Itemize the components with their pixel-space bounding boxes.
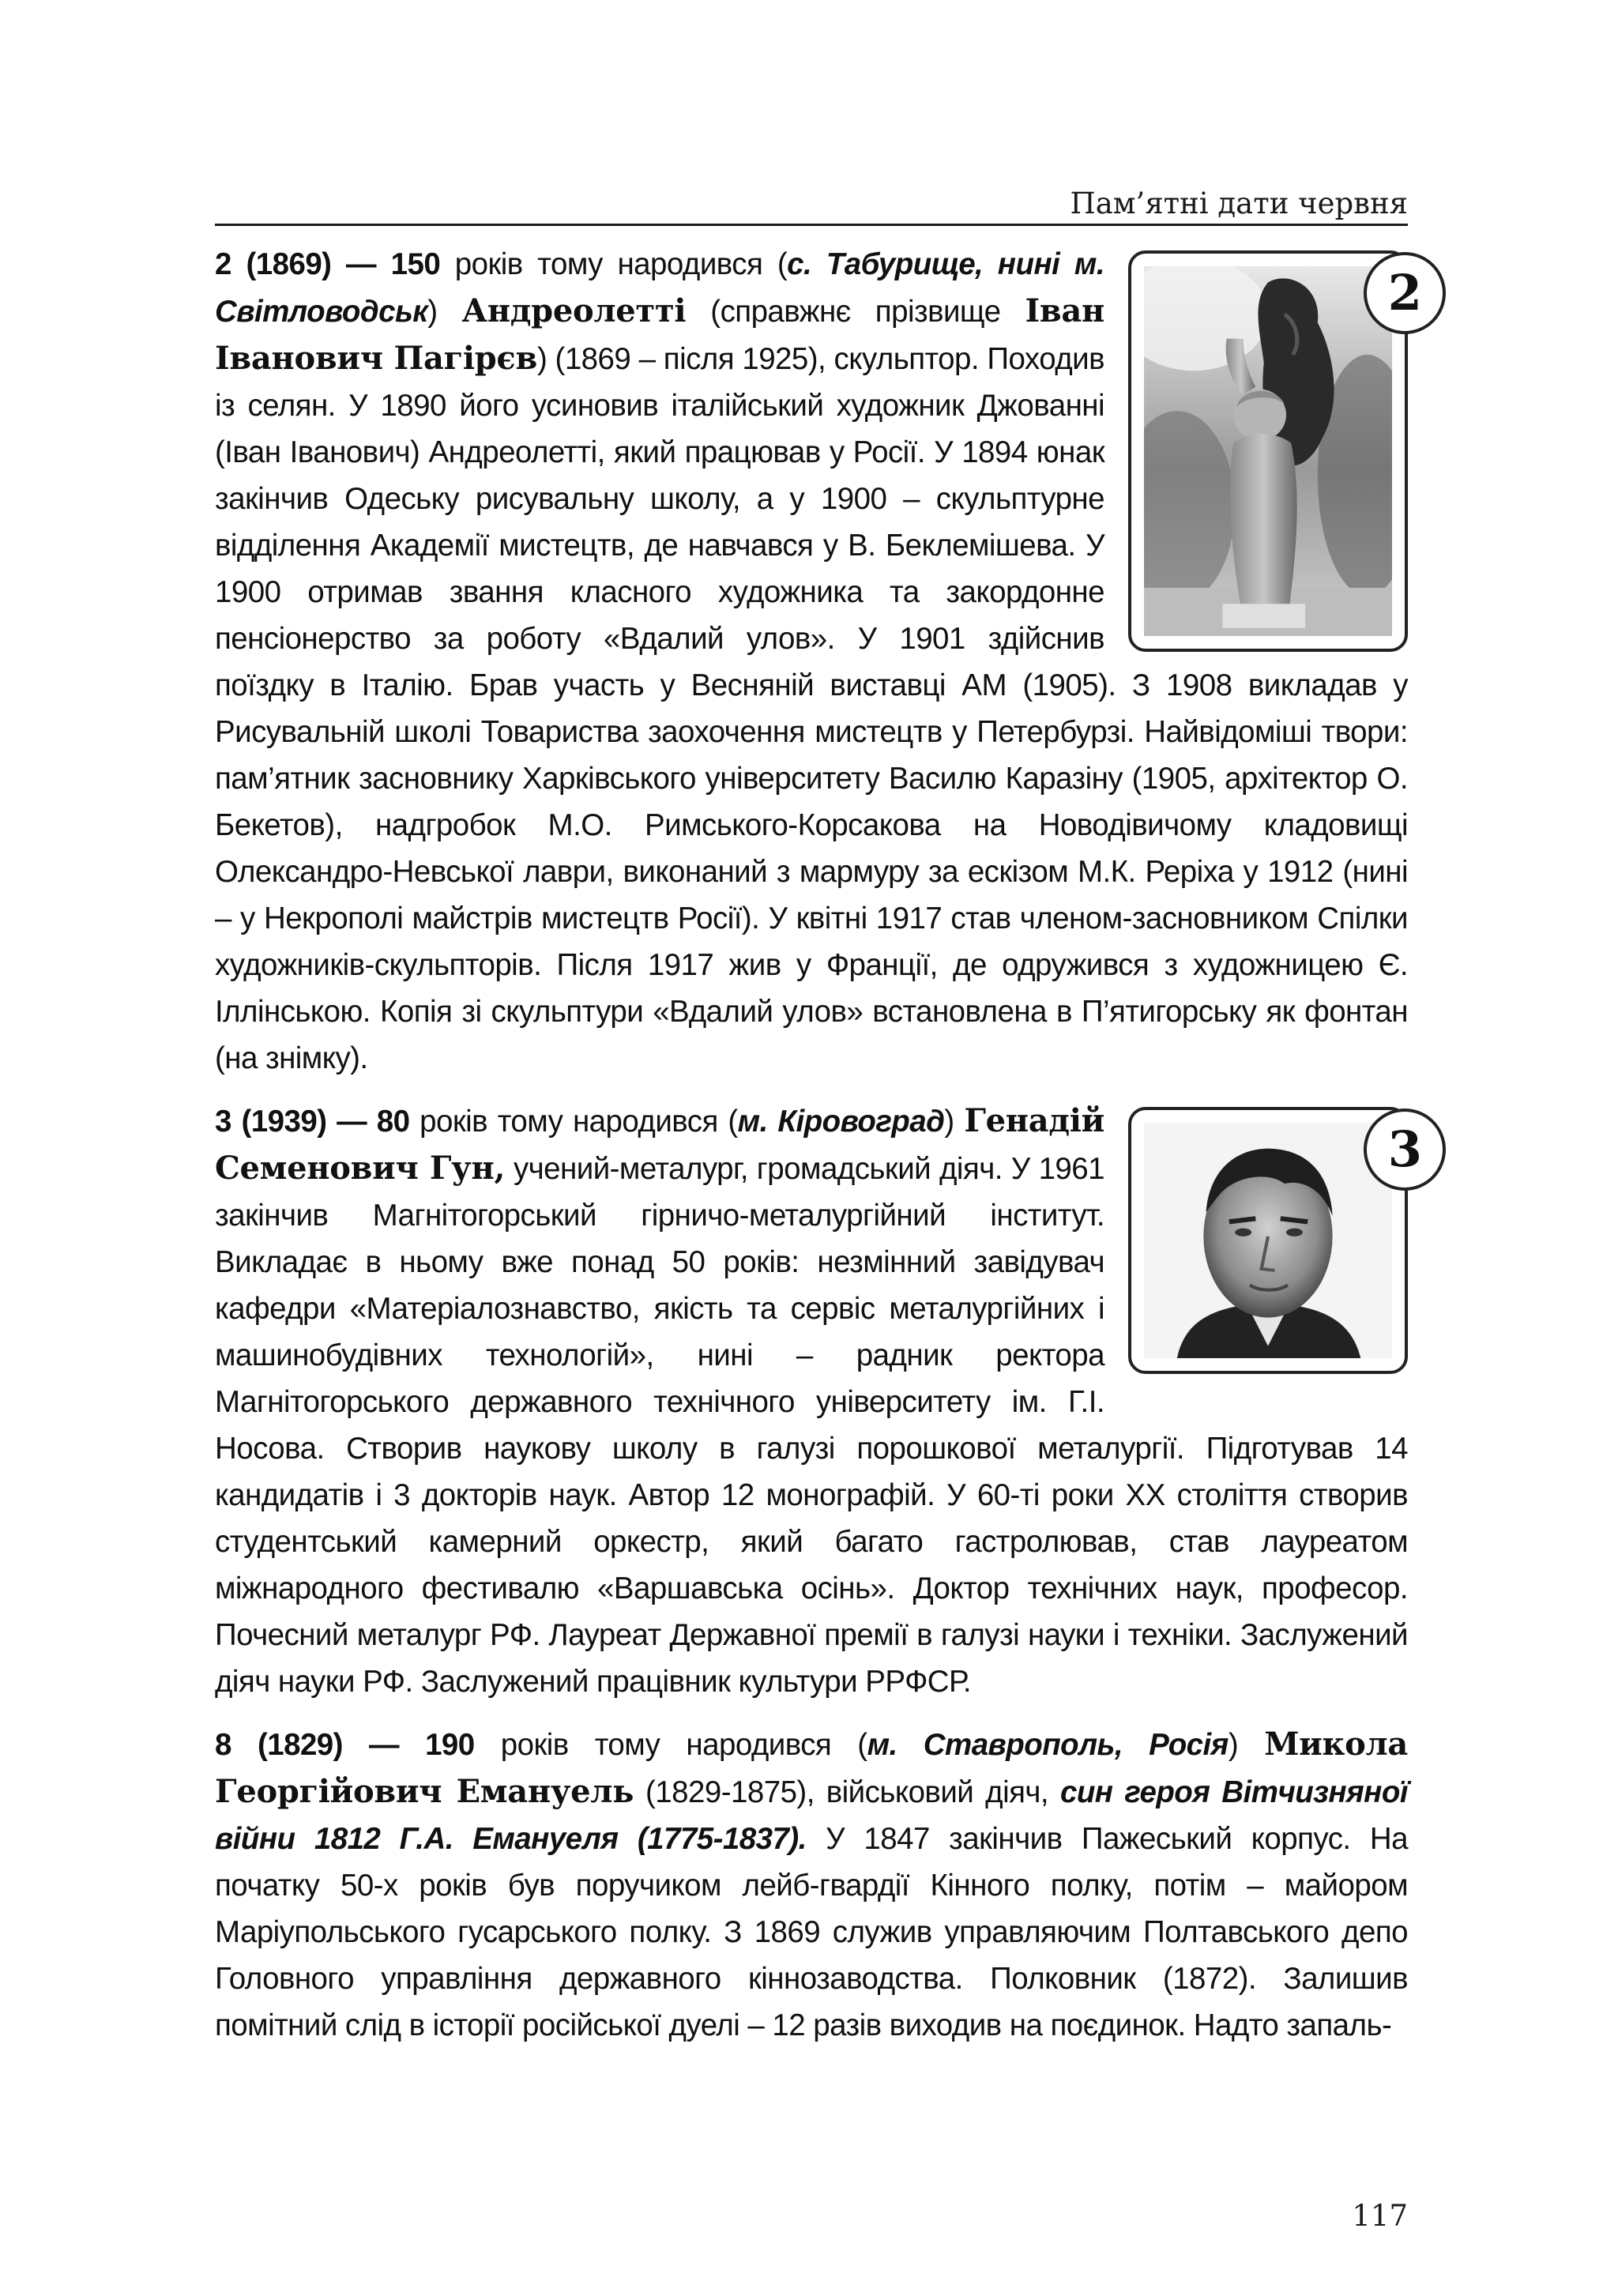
entry-date: 3 (1939) — 80 [215,1105,410,1139]
entry-text: років тому народився ( [474,1728,867,1762]
portrait-image [1144,1123,1392,1358]
entry-text: років тому народився ( [440,247,788,281]
entry-june-8 [215,1721,1408,2049]
page-number: 117 [1352,2199,1408,2233]
person-name: Генадій Семенович Гун, [215,1102,1105,1187]
sculpture-image [1144,266,1392,636]
photo-frame-portrait [1128,1107,1422,1374]
entry-italic-note: син героя Вітчизняної війни 1812 Г.А. Емануеля (1775-1837). [215,1775,1408,1856]
person-name: Микола Георгійович Емануель [215,1726,1409,1810]
entry-text: У 1847 закінчив Пажеський корпус. На початку 50-х років був поручиком лейб-гвардії Кінного полку, потім – майором Маріупольського гусарського полку. З 1869 служив управляючим Полтавського депо Головного управління державного кіннозаводства. Полковник (1872). Залишив помітний слід в історії російської дуелі – 12 разів виходив на поєдинок. Надто запаль- [215,1822,1409,2042]
entry-text: (1829-1875), військовий діяч, [634,1775,1060,1809]
day-number-badge: 2 [1364,252,1446,334]
entry-date: 2 (1869) — 150 [215,247,441,281]
entry-june-3 [215,1097,1422,1705]
entry-text: ) [944,1105,965,1139]
entry-place: м. Кіровоград [737,1105,945,1139]
running-header: Пам’ятні дати червня [1070,186,1408,220]
entry-june-2 [215,241,1422,1082]
entry-place: м. Ставрополь, Росія [867,1728,1229,1762]
person-name: Андреолетті [461,292,687,329]
entry-text: (справжнє прізвище [686,295,1025,329]
person-real-name: Іван Іванович Пагірєв [215,292,1104,377]
entry-text: ) [427,295,462,329]
entry-place: с. Табурище, нині м. Світловодськ [215,247,1104,329]
sculpture-photo [1144,266,1392,636]
entry-text: років тому народився ( [409,1105,738,1139]
header-rule [215,224,1408,226]
portrait-photo [1144,1123,1392,1358]
day-number-badge: 3 [1364,1108,1446,1191]
entry-date: 8 (1829) — 190 [215,1728,475,1762]
page-content [215,241,1422,2049]
entry-text: ) [1228,1728,1265,1762]
photo-frame-sculpture [1128,250,1422,652]
entry-text: ) (1869 – після 1925), скульптор. Походив із селян. У 1890 його усиновив італійський художник Джованні (Іван Іванович) Андреолетті, який працював у Росії. У 1894 юнак закінчив Одеську рисувальну школу, а у 1900 – скульптурне відділення Академії мистецтв, де навчався у В. Беклемішева. У 1900 отримав звання класного художника та закордонне пенсіонерство за роботу «Вдалий улов». У 1901 здійснив поїздку в Італію. Брав участь у Весняній виставці АМ (1905). З 1908 викладав у Рисувальній школі Товариства заохочення мистецтв у Петербурзі. Найвідоміші твори: пам’ятник засновнику Харківського університету Василю Каразіну (1905, архітектор О. Бекетов), надгробок М.О. Римського-Корсакова на Новодівичому кладовищі Олександро-Невської лаври, виконаний з мармуру за ескізом М.К. Реріха у 1912 (нині – у Некрополі майстрів мистецтв Росії). У квітні 1917 став членом-засновником Спілки художників-скульпторів. Після 1917 жив у Франції, де одружився з художницею Є. Іллінською. Копія зі скульптури «Вдалий улов» встановлена в П’ятигорську як фонтан (на знімку). [215,342,1408,1075]
entry-text: учений-металург, громадський діяч. У 1961 закінчив Магнітогорський гірничо-металургійний інститут. Викладає в ньому вже понад 50 років: незмінний завідувач кафедри «Матеріалознавство, якість та сервіс металургійних і машинобудівних технологій», нині – радник ректора Магнітогорського державного технічного університету ім. Г.І. Носова. Створив наукову школу в галузі порошкової металургії. Підготував 14 кандидатів і 3 докторів наук. Автор 12 монографій. У 60-ті роки XX століття створив студентський камерний оркестр, який багато гастролював, став лауреатом міжнародного фестивалю «Варшавська осінь». Доктор технічних наук, професор. Почесний металург РФ. Лауреат Державної премії в галузі науки і техніки. Заслужений діяч науки РФ. Заслужений працівник культури РРФСР. [215,1152,1408,1699]
